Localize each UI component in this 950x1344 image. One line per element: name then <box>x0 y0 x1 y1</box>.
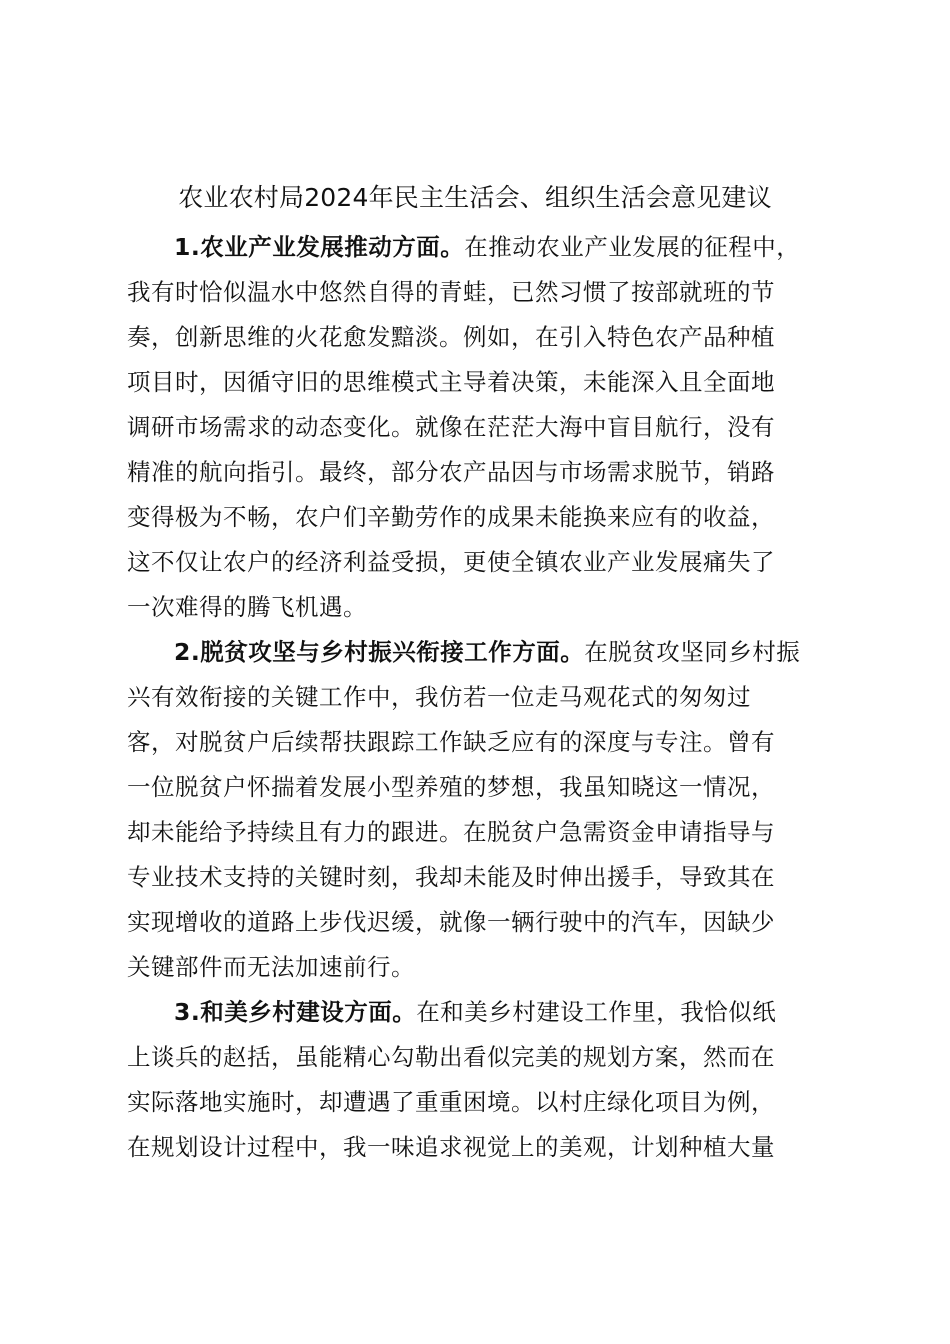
section-2-first-line <box>174 633 800 671</box>
section-3-line: 上谈兵的赵括，虽能精心勾勒出看似完美的规划方案，然而在 <box>127 1043 775 1071</box>
section-1-line: 我有时恰似温水中悠然自得的青蛙，已然习惯了按部就班的节 <box>127 278 775 306</box>
section-1-line: 调研市场需求的动态变化。就像在茫茫大海中盲目航行，没有 <box>127 413 775 441</box>
section-1-line: 变得极为不畅，农户们辛勤劳作的成果未能换来应有的收益， <box>127 503 775 531</box>
section-1-heading: 1.农业产业发展推动方面。 <box>174 233 465 261</box>
section-2-line: 却未能给予持续且有力的跟进。在脱贫户急需资金申请指导与 <box>127 818 775 846</box>
section-1-line: 精准的航向指引。最终，部分农产品因与市场需求脱节，销路 <box>127 458 775 486</box>
section-1-first-line <box>174 228 800 266</box>
section-3-first-line <box>174 993 776 1031</box>
section-3-first-line-text: 在和美乡村建设工作里，我恰似纸 <box>416 998 777 1026</box>
section-3-line: 实际落地实施时，却遭遇了重重困境。以村庄绿化项目为例， <box>127 1088 775 1116</box>
section-1-line: 奏，创新思维的火花愈发黯淡。例如，在引入特色农产品种植 <box>127 323 775 351</box>
section-2-line: 专业技术支持的关键时刻，我却未能及时伸出援手，导致其在 <box>127 863 775 891</box>
section-1-line: 一次难得的腾飞机遇。 <box>127 593 367 621</box>
document-title: 农业农村局2024年民主生活会、组织生活会意见建议 <box>178 183 772 212</box>
section-2-first-line-text: 在脱贫攻坚同乡村振 <box>584 638 801 666</box>
section-1-first-line-text: 在推动农业产业发展的征程中， <box>464 233 801 261</box>
section-2-line: 关键部件而无法加速前行。 <box>127 953 415 981</box>
section-2-heading: 2.脱贫攻坚与乡村振兴衔接工作方面。 <box>174 638 585 666</box>
section-2-line: 兴有效衔接的关键工作中，我仿若一位走马观花式的匆匆过 <box>127 683 751 711</box>
section-2-line: 客，对脱贫户后续帮扶跟踪工作缺乏应有的深度与专注。曾有 <box>127 728 775 756</box>
section-2-line: 实现增收的道路上步伐迟缓，就像一辆行驶中的汽车，因缺少 <box>127 908 775 936</box>
section-3-line: 在规划设计过程中，我一味追求视觉上的美观，计划种植大量 <box>127 1133 775 1161</box>
section-1-line: 这不仅让农户的经济利益受损，更使全镇农业产业发展痛失了 <box>127 548 775 576</box>
section-1-line: 项目时，因循守旧的思维模式主导着决策，未能深入且全面地 <box>127 368 775 396</box>
section-2-line: 一位脱贫户怀揣着发展小型养殖的梦想，我虽知晓这一情况， <box>127 773 775 801</box>
section-3-heading: 3.和美乡村建设方面。 <box>174 998 417 1026</box>
